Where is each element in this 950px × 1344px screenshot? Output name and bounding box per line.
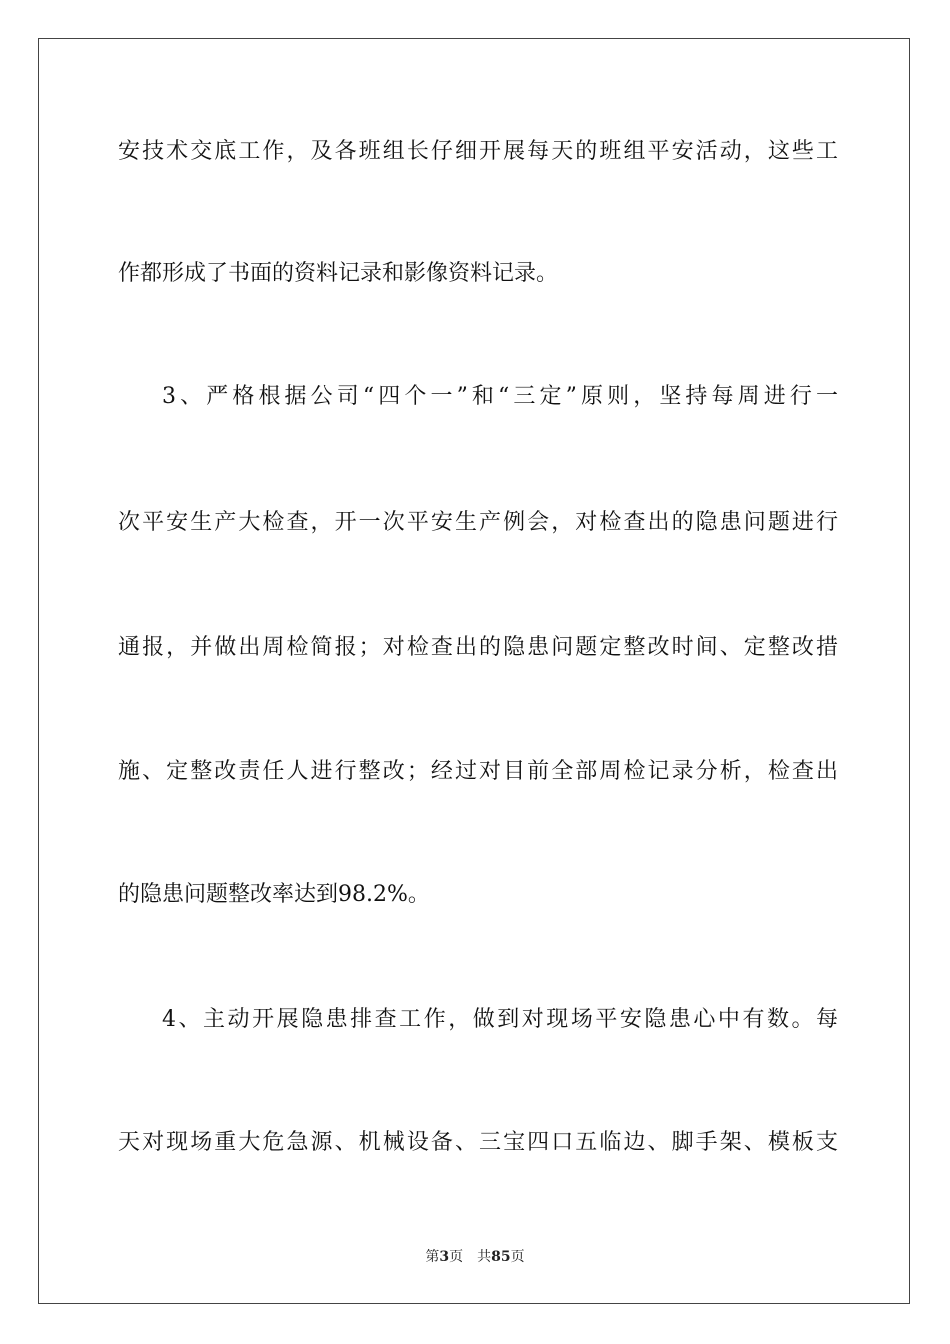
page-border bbox=[38, 38, 910, 1304]
page-number: 3 bbox=[439, 1249, 450, 1265]
page-suffix: 页 bbox=[449, 1249, 464, 1265]
body-text-line-5: 通报，并做出周检简报；对检查出的隐患问题定整改时间、定整改措 bbox=[118, 635, 838, 660]
page-prefix: 第 bbox=[425, 1249, 440, 1265]
body-text-line-6: 施、定整改责任人进行整改；经过对目前全部周检记录分析，检查出 bbox=[118, 759, 838, 784]
page-footer bbox=[0, 1248, 950, 1266]
body-text-line-2: 作都形成了书面的资料记录和影像资料记录。 bbox=[118, 261, 559, 286]
body-text-line-3: 3、严格根据公司“四个一”和“三定”原则，坚持每周进行一 bbox=[162, 384, 838, 409]
body-text-line-4: 次平安生产大检查，开一次平安生产例会，对检查出的隐患问题进行 bbox=[118, 510, 838, 535]
body-text-line-8: 4、主动开展隐患排查工作，做到对现场平安隐患心中有数。每 bbox=[162, 1007, 838, 1032]
body-text-line-1: 安技术交底工作，及各班组长仔细开展每天的班组平安活动，这些工 bbox=[118, 139, 838, 164]
total-pages: 85 bbox=[491, 1249, 511, 1265]
body-text-line-7: 的隐患问题整改率达到98.2%。 bbox=[118, 882, 430, 907]
total-suffix: 页 bbox=[510, 1249, 525, 1265]
total-prefix: 共 bbox=[477, 1249, 492, 1265]
body-text-line-9: 天对现场重大危急源、机械设备、三宝四口五临边、脚手架、模板支 bbox=[118, 1130, 838, 1155]
